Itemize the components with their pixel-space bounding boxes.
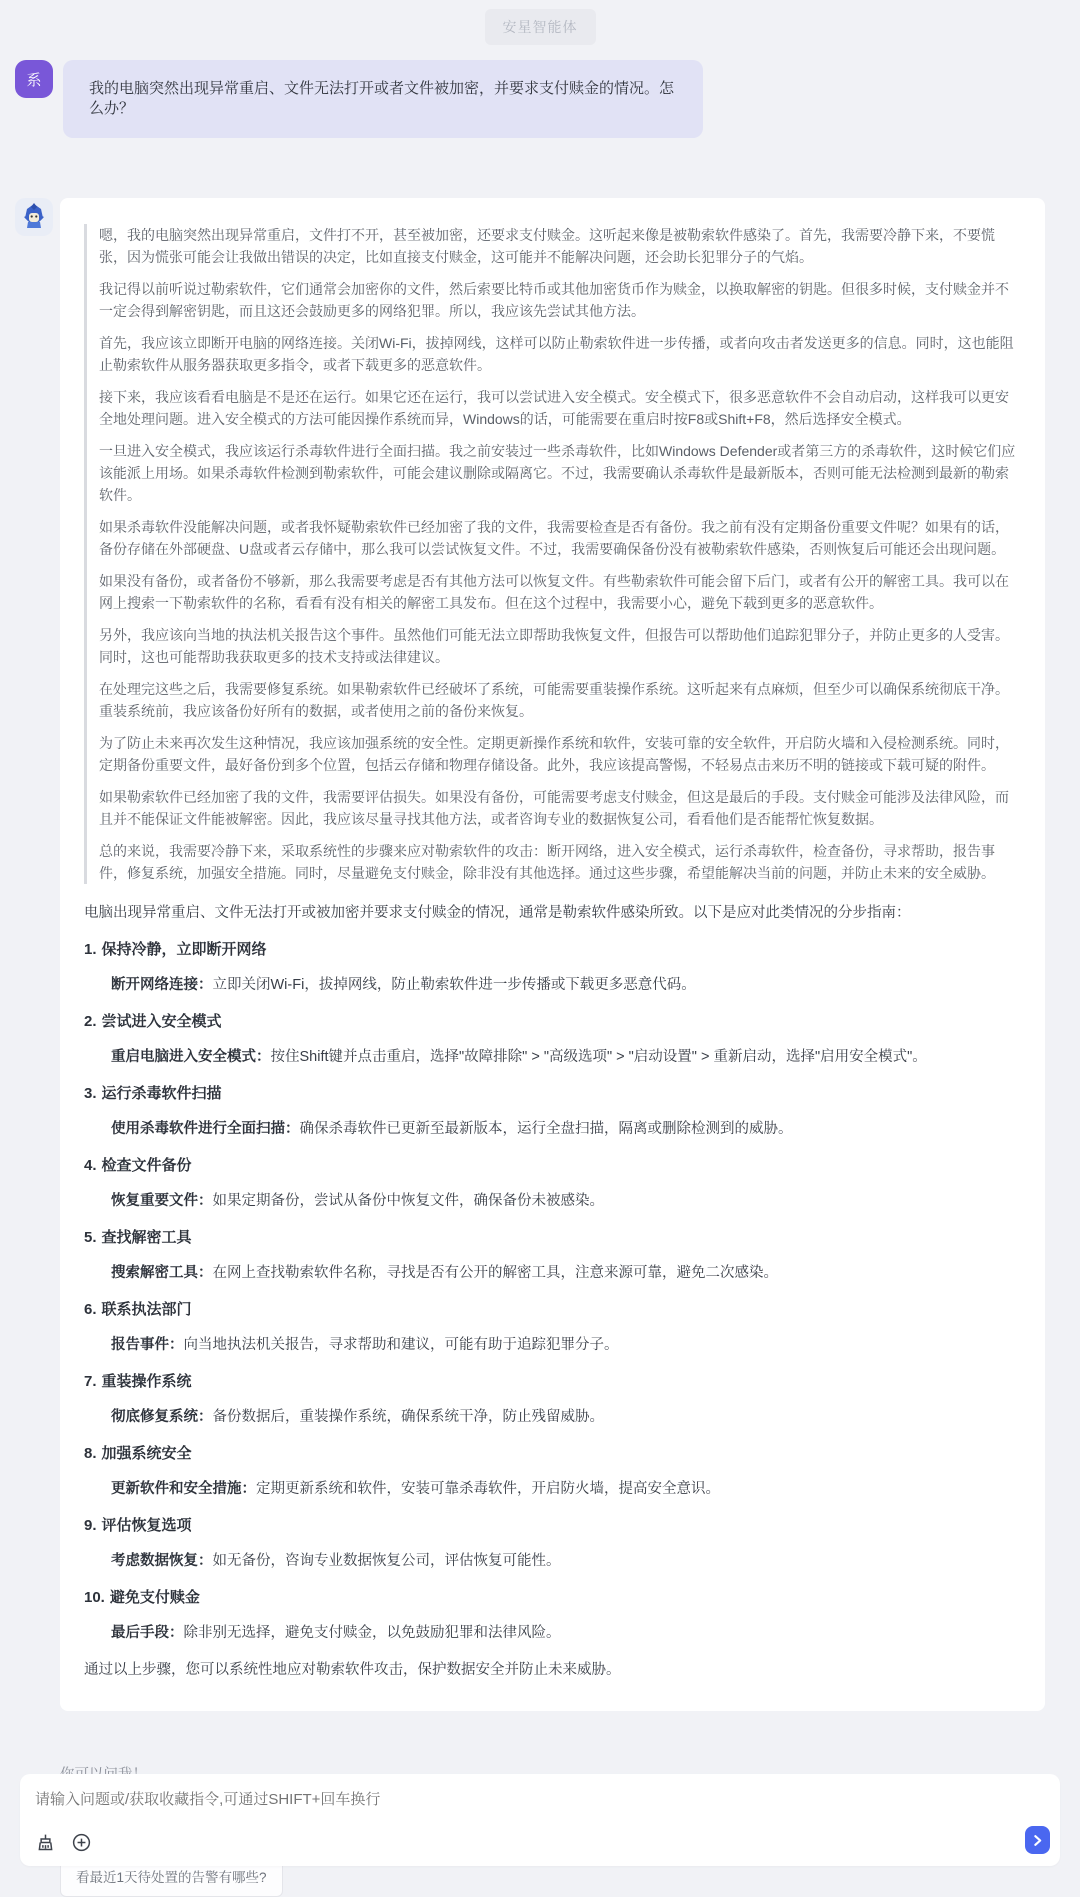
step-detail: 搜索解密工具：在网上查找勒索软件名称，寻找是否有公开的解密工具，注意来源可靠，避免二次感染。 — [111, 1265, 778, 1281]
thinking-paragraph: 接下来，我应该看看电脑是不是还在运行。如果它还在运行，我可以尝试进入安全模式。安全模式下，很多恶意软件不会自动启动，这样我可以更安全地处理问题。进入安全模式的方法可能因操作系统而异，Windows的话，可能需要在重启时按F8或Shift+F8，然后选择安全模式。 — [99, 389, 1009, 427]
thinking-paragraph: 为了防止未来再次发生这种情况，我应该加强系统的安全性。定期更新操作系统和软件，安装可靠的安全软件，开启防火墙和入侵检测系统。同时，定期备份重要文件，最好备份到多个位置，包括云存储和物理存储设备。此外，我应该提高警惕，不轻易点击来历不明的链接或下载可疑的附件。 — [99, 735, 1009, 773]
step-title: 5. 查找解密工具 — [84, 1229, 192, 1246]
thinking-paragraph: 在处理完这些之后，我需要修复系统。如果勒索软件已经破坏了系统，可能需要重装操作系统。这听起来有点麻烦，但至少可以确保系统彻底干净。重装系统前，我应该备份好所有的数据，或者使用之前的备份来恢复。 — [99, 681, 1009, 719]
step-detail: 考虑数据恢复：如无备份，咨询专业数据恢复公司，评估恢复可能性。 — [111, 1553, 561, 1569]
step-detail: 最后手段：除非别无选择，避免支付赎金，以免鼓励犯罪和法律风险。 — [111, 1625, 561, 1641]
user-message-row — [15, 60, 1060, 138]
thinking-paragraph: 另外，我应该向当地的执法机关报告这个事件。虽然他们可能无法立即帮助我恢复文件，但报告可以帮助他们追踪犯罪分子，并防止更多的人受害。同时，这也可能帮助我获取更多的技术支持或法律建议。 — [99, 627, 1009, 665]
answer-intro: 电脑出现异常重启、文件无法打开或被加密并要求支付赎金的情况，通常是勒索软件感染所致。以下是应对此类情况的分步指南： — [84, 905, 911, 921]
answer-closing: 通过以上步骤，您可以系统性地应对勒索软件攻击，保护数据安全并防止未来威胁。 — [84, 1662, 621, 1678]
thinking-paragraph: 嗯，我的电脑突然出现异常重启，文件打不开，甚至被加密，还要求支付赎金。这听起来像是被勒索软件感染了。首先，我需要冷静下来，不要慌张，因为慌张可能会让我做出错误的决定，比如直接支付赎金，这可能并不能解决问题，还会助长犯罪分子的气焰。 — [99, 227, 995, 265]
suggestion-chip[interactable]: 看最近1天待处置的告警有哪些? — [60, 1855, 283, 1897]
step-title: 8. 加强系统安全 — [84, 1445, 192, 1462]
assistant-final-answer — [84, 902, 1021, 1681]
step-detail: 报告事件：向当地执法机关报告，寻求帮助和建议，可能有助于追踪犯罪分子。 — [111, 1337, 619, 1353]
clear-chat-broom-icon[interactable] — [35, 1832, 56, 1853]
thinking-paragraph: 如果没有备份，或者备份不够新，那么我需要考虑是否有其他方法可以恢复文件。有些勒索软件可能会留下后门，或者有公开的解密工具。我可以在网上搜索一下勒索软件的名称，看看有没有相关的解密工具发布。但在这个过程中，我需要小心，避免下载到更多的恶意软件。 — [99, 573, 1009, 611]
step-detail: 彻底修复系统：备份数据后，重装操作系统，确保系统干净，防止残留威胁。 — [111, 1409, 604, 1425]
assistant-mascot-icon — [19, 202, 49, 232]
step-title: 1. 保持冷静，立即断开网络 — [84, 941, 267, 958]
assistant-thinking-block — [84, 224, 1021, 884]
step-title: 10. 避免支付赎金 — [84, 1589, 200, 1606]
step-detail: 重启电脑进入安全模式：按住Shift键并点击重启，选择"故障排除" > "高级选项" > "启动设置" > 重新启动，选择"启用安全模式"。 — [111, 1049, 927, 1065]
chat-input-card — [20, 1774, 1060, 1866]
step-title: 9. 评估恢复选项 — [84, 1517, 192, 1534]
thinking-paragraph: 如果杀毒软件没能解决问题，或者我怀疑勒索软件已经加密了我的文件，我需要检查是否有备份。我之前有没有定期备份重要文件呢？如果有的话，备份存储在外部硬盘、U盘或者云存储中，那么我可以尝试恢复文件。不过，我需要确保备份没有被勒索软件感染，否则恢复后可能还会出现问题。 — [99, 519, 1009, 557]
thinking-paragraph: 总的来说，我需要冷静下来，采取系统性的步骤来应对勒索软件的攻击：断开网络，进入安全模式，运行杀毒软件，检查备份，寻求帮助，报告事件，修复系统，加强安全措施。同时，尽量避免支付赎金，除非没有其他选择。通过这些步骤，希望能解决当前的问题，并防止未来的安全威胁。 — [99, 843, 995, 881]
send-arrow-icon — [1031, 1834, 1044, 1847]
step-detail: 断开网络连接：立即关闭Wi-Fi，拔掉网线，防止勒索软件进一步传播或下载更多恶意代码。 — [111, 977, 696, 993]
top-bar — [0, 0, 1080, 45]
assistant-answer-card — [60, 198, 1045, 1711]
thinking-paragraph: 首先，我应该立即断开电脑的网络连接。关闭Wi-Fi，拔掉网线，这样可以防止勒索软件进一步传播，或者向攻击者发送更多的信息。同时，这也能阻止勒索软件从服务器获取更多指令，或者下载更多的恶意软件。 — [99, 335, 1014, 373]
assistant-message-row — [15, 198, 1045, 1711]
step-detail: 更新软件和安全措施：定期更新系统和软件，安装可靠杀毒软件，开启防火墙，提高安全意识。 — [111, 1481, 720, 1497]
assistant-avatar — [15, 198, 53, 236]
chat-input[interactable] — [35, 1791, 971, 1808]
step-title: 2. 尝试进入安全模式 — [84, 1013, 222, 1030]
agent-title-badge: 安星智能体 — [485, 9, 596, 45]
send-button[interactable] — [1025, 1826, 1050, 1854]
step-title: 6. 联系执法部门 — [84, 1301, 192, 1318]
thinking-paragraph: 一旦进入安全模式，我应该运行杀毒软件进行全面扫描。我之前安装过一些杀毒软件，比如Windows Defender或者第三方的杀毒软件，这时候它们应该能派上用场。如果杀毒软件检测到勒索软件，可能会建议删除或隔离它。不过，我需要确认杀毒软件是最新版本，否则可能无法检测到最新的勒索软件。 — [99, 443, 1016, 503]
add-plus-icon[interactable] — [71, 1832, 92, 1853]
step-title: 7. 重装操作系统 — [84, 1373, 192, 1390]
thinking-paragraph: 如果勒索软件已经加密了我的文件，我需要评估损失。如果没有备份，可能需要考虑支付赎金，但这是最后的手段。支付赎金可能涉及法律风险，而且并不能保证文件能被解密。因此，我应该尽量寻找其他方法，或者咨询专业的数据恢复公司，看看他们是否能帮忙恢复数据。 — [99, 789, 1009, 827]
step-title: 3. 运行杀毒软件扫描 — [84, 1085, 222, 1102]
step-detail: 恢复重要文件：如果定期备份，尝试从备份中恢复文件，确保备份未被感染。 — [111, 1193, 604, 1209]
step-title: 4. 检查文件备份 — [84, 1157, 192, 1174]
user-avatar: 系 — [15, 60, 53, 98]
thinking-paragraph: 我记得以前听说过勒索软件，它们通常会加密你的文件，然后索要比特币或其他加密货币作为赎金，以换取解密的钥匙。但很多时候，支付赎金并不一定会得到解密钥匙，而且这还会鼓励更多的网络犯罪。所以，我应该先尝试其他方法。 — [99, 281, 1009, 319]
input-toolbar — [35, 1832, 92, 1853]
user-message-bubble: 我的电脑突然出现异常重启、文件无法打开或者文件被加密，并要求支付赎金的情况。怎么办？ — [63, 60, 703, 138]
step-detail: 使用杀毒软件进行全面扫描：确保杀毒软件已更新至最新版本，运行全盘扫描，隔离或删除检测到的威胁。 — [111, 1121, 793, 1137]
